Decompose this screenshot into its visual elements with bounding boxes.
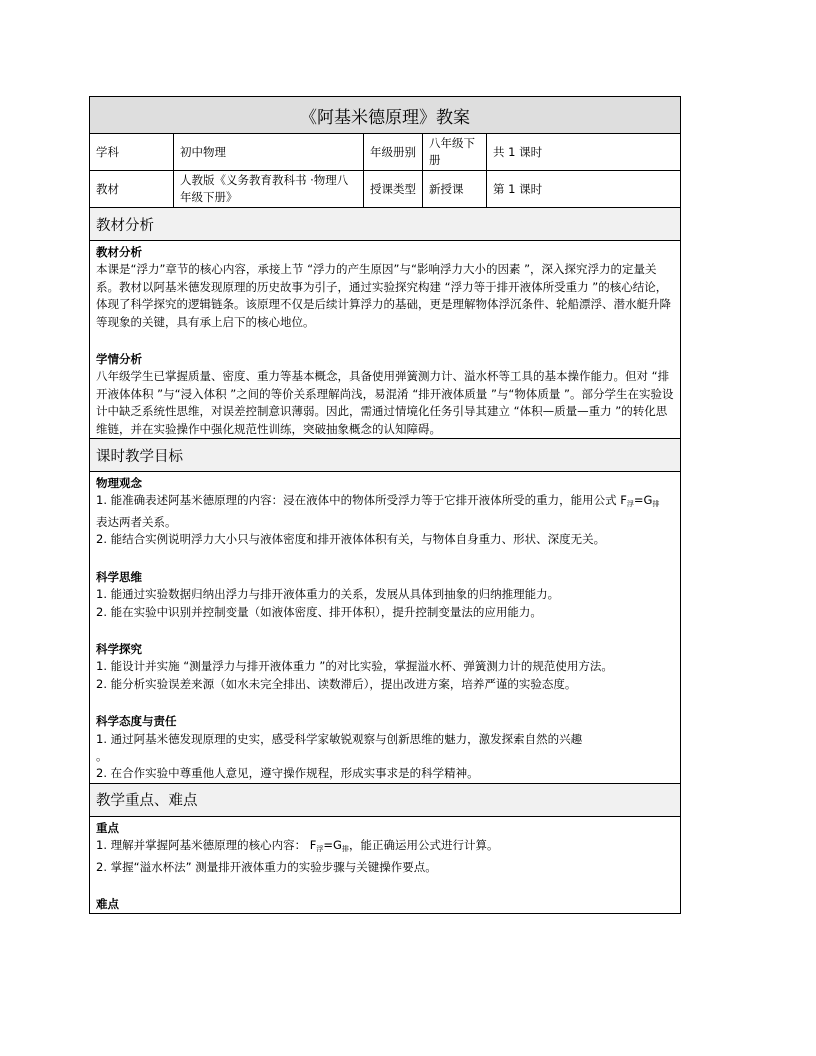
- subject-value: 初中物理: [174, 134, 364, 171]
- concept-item-1: 1. 能准确表述阿基米德原理的内容：浸在液体中的物体所受浮力等于它排开液体所受的重力，能用公式 $F_浮=G_排$ 表达两者关系。: [96, 493, 660, 529]
- key-points-title: 重点: [96, 820, 119, 835]
- current-period: 第 1 课时: [487, 171, 681, 208]
- inquiry-item-1: 1. 能设计并实施 “测量浮力与排开液体重力 ”的对比实验，掌握溢水杯、弹簧测力计的规范使用方法。: [96, 659, 613, 674]
- attitude-title: 科学态度与责任: [96, 714, 177, 729]
- lesson-type-value: 新授课: [423, 171, 487, 208]
- textbook-analysis-title: 教材分析: [96, 245, 142, 259]
- attitude-item-1-end: 。: [96, 748, 108, 763]
- thinking-item-1: 1. 能通过实验数据归纳出浮力与排开液体重力的关系，发展从具体到抽象的归纳推理能力。: [96, 587, 560, 602]
- inquiry-title: 科学探究: [96, 641, 142, 656]
- textbook-analysis-text: 本课是“浮力”章节的核心内容，承接上节 “浮力的产生原因”与“影响浮力大小的因素 ”，深入探究浮力的定量关系。教材以阿基米德发现原理的历史故事为引子，通过实验探究构建 “浮力等于排开液体所受重力 ”的核心结论，体现了科学探究的逻辑链条。该原理不仅是后续计算浮力的基础，更是理解物体浮沉条件、轮船漂浮、潜水艇升降等现象的关键，具有承上启下的核心地位。: [96, 262, 671, 329]
- subject-label: 学科: [90, 134, 174, 171]
- attitude-item-2: 2. 在合作实验中尊重他人意见，遵守操作规程，形成实事求是的科学精神。: [96, 766, 479, 781]
- info-row-subject: [90, 134, 681, 171]
- textbook-value: 人教版《义务教育教科书 ·物理八年级下册》: [174, 171, 364, 208]
- document-title: 《阿基米德原理》教案: [90, 97, 681, 134]
- grade-label: 年级册别: [364, 134, 423, 171]
- lesson-plan-table: [89, 96, 681, 914]
- goals-body: [90, 472, 681, 784]
- concept-item-2: 2. 能结合实例说明浮力大小只与液体密度和排开液体体积有关，与物体自身重力、形状、深度无关。: [96, 532, 606, 547]
- grade-value: 八年级下册: [423, 134, 487, 171]
- key-point-1: 1. 理解并掌握阿基米德原理的核心内容： $F_浮=G_排$，能正确运用公式进行计算。: [96, 838, 499, 854]
- lesson-type-label: 授课类型: [364, 171, 423, 208]
- inquiry-item-2: 2. 能分析实验误差来源（如水未完全排出、读数滞后），提出改进方案，培养严谨的实验态度。: [96, 676, 577, 691]
- focus-body: [90, 816, 681, 914]
- section-heading-focus: 教学重点、难点: [90, 783, 681, 816]
- thinking-title: 科学思维: [96, 569, 142, 584]
- total-periods: 共 1 课时: [487, 134, 681, 171]
- student-analysis-title: 学情分析: [96, 352, 142, 367]
- analysis-body: [90, 241, 681, 439]
- info-row-textbook: [90, 171, 681, 208]
- section-heading-analysis: 教材分析: [90, 208, 681, 241]
- student-analysis-text: 八年级学生已掌握质量、密度、重力等基本概念，具备使用弹簧测力计、溢水杯等工具的基本操作能力。但对 “排开液体体积 ”与“浸入体积 ”之间的等价关系理解尚浅，易混淆 “排开液体质量 ”与“物体质量 ”。部分学生在实验设计中缺乏系统性思维，对误差控制意识薄弱。因此，需通过情境化任务引导其建立 “体积—质量—重力 ”的转化思维链，并在实验操作中强化规范性训练，突破抽象概念的认知障碍。: [96, 369, 674, 436]
- concept-title: 物理观念: [96, 476, 142, 491]
- section-heading-goals: 课时教学目标: [90, 439, 681, 472]
- attitude-item-1: 1. 通过阿基米德发现原理的史实，感受科学家敏锐观察与创新思维的魅力，激发探索自然的兴趣: [96, 731, 583, 746]
- textbook-label: 教材: [90, 171, 174, 208]
- difficult-points-title: 难点: [96, 896, 119, 911]
- key-point-2: 2. 掌握“溢水杯法” 测量排开液体重力的实验步骤与关键操作要点。: [96, 859, 437, 874]
- thinking-item-2: 2. 能在实验中识别并控制变量（如液体密度、排开体积），提升控制变量法的应用能力。: [96, 604, 542, 619]
